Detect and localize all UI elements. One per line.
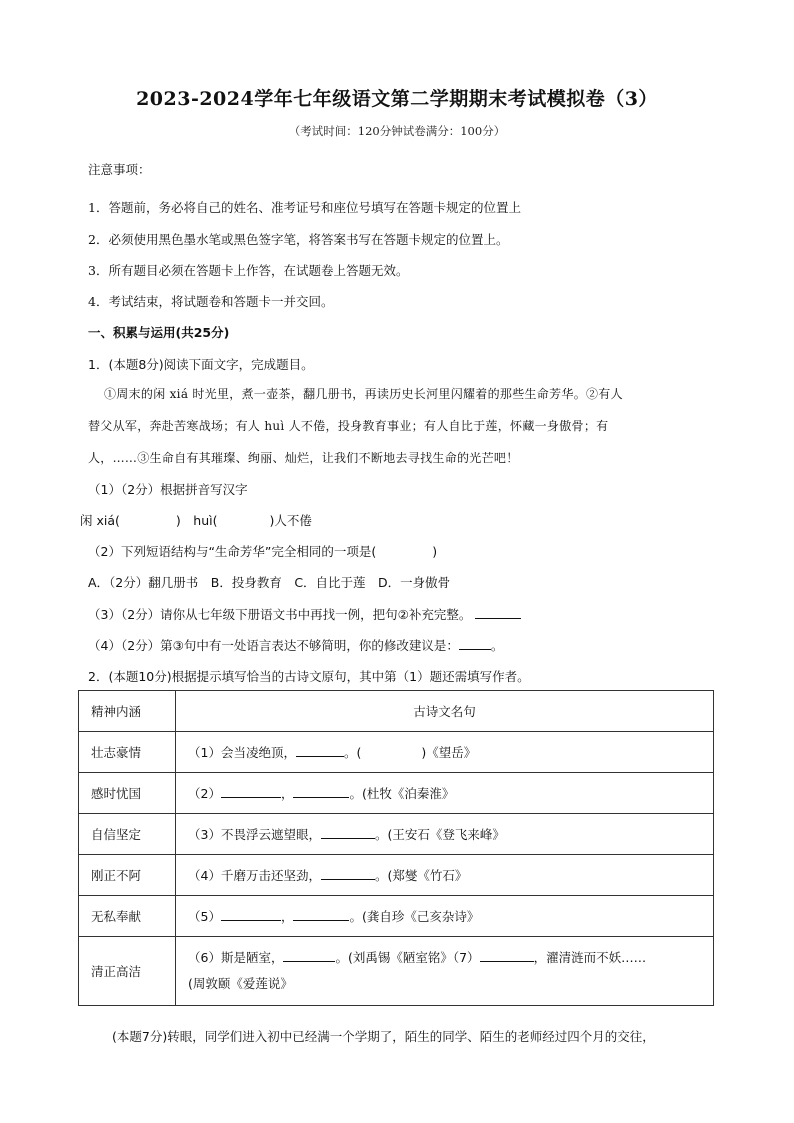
notice-item: 3．所有题目必须在答题卡上作答，在试题卷上答题无效。 (88, 263, 409, 278)
sub-question-1: （1）（2分）根据拼音写汉字 (88, 482, 248, 497)
period: 。 (490, 638, 504, 653)
notice-item: 2．必须使用黑色墨水笔或黑色签字笔，将答案书写在答题卡规定的位置上。 (88, 232, 509, 247)
sub-question-4 (88, 636, 503, 654)
theme-cell: 壮志豪情 (79, 732, 176, 773)
verse-cell (176, 773, 714, 814)
theme-cell: 刚正不阿 (79, 855, 176, 896)
verse-line: (周敦颐《爱莲说》 (188, 976, 293, 991)
verse-text: 。(郑燮《竹石》 (374, 868, 468, 883)
passage-line: ①周末的闲 xiá 时光里，煮一壶茶，翻几册书，再读历史长河里闪耀着的那些生命芳华。②有人 (104, 387, 623, 401)
answer-blank[interactable] (480, 949, 534, 962)
verse-text: （3）不畏浮云遮望眼， (188, 827, 321, 842)
verse-text: （1）会当凌绝顶， (188, 745, 296, 760)
table-row (79, 773, 714, 814)
idiom-tail: )人不倦 (269, 513, 312, 528)
answer-blank[interactable] (475, 606, 521, 619)
question-2-stem: 2．(本题10分)根据提示填写恰当的古诗文原句，其中第（1）题还需填写作者。 (88, 669, 530, 684)
question-1-stem: 1．(本题8分)阅读下面文字，完成题目。 (88, 357, 314, 372)
answer-blank[interactable] (459, 637, 491, 650)
verse-line (188, 945, 701, 971)
poem-table (78, 690, 714, 1006)
verse-text: )《望岳》 (421, 745, 477, 760)
answer-blank[interactable] (321, 826, 375, 839)
bracket-close: ) (432, 544, 438, 559)
sub-question-3-text: （3）（2分）请你从七年级下册语文书中再找一例，把句②补充完整。 (88, 607, 472, 622)
question-3-stem: (本题7分)转眼，同学们进入初中已经满一个学期了，陌生的同学、陌生的老师经过四个月的交往， (112, 1029, 655, 1044)
pinyin-hui-label: ) huì( (175, 513, 218, 528)
passage-line: 替父从军，奔赴苦寒战场；有人 huì 人不倦，投身教育事业；有人自比于莲，怀藏一身傲骨；有 (88, 419, 609, 433)
answer-blank[interactable] (293, 785, 349, 798)
verse-text: 。(王安石《登飞来峰》 (374, 827, 505, 842)
theme-cell: 无私奉献 (79, 896, 176, 937)
verse-text: 。(刘禹锡《陋室铭》（7） (335, 950, 480, 965)
sub-question-2 (88, 542, 437, 560)
verse-text: ， (280, 786, 294, 801)
sub-question-4-text: （4）（2分）第③句中有一处语言表达不够简明，你的修改建议是： (88, 638, 459, 653)
table-row (79, 896, 714, 937)
verse-text: 。(杜牧《泊秦淮》 (349, 786, 455, 801)
table-header: 精神内涵 (79, 691, 176, 732)
verse-cell (176, 814, 714, 855)
sub-question-1-answer-row (80, 511, 312, 529)
page-title: 2023-2024学年七年级语文第二学期期末考试模拟卷（3） (136, 88, 658, 110)
answer-blank[interactable] (221, 908, 281, 921)
verse-cell (176, 732, 714, 773)
table-row (79, 937, 714, 1006)
exam-info: （考试时间：120分钟试卷满分：100分） (288, 124, 506, 138)
verse-text: （5） (188, 909, 221, 924)
pinyin-xia-label: 闲 xiá( (80, 513, 120, 528)
table-row (79, 855, 714, 896)
table-header: 古诗文名句 (176, 691, 714, 732)
section-heading: 一、积累与运用(共25分) (88, 325, 230, 340)
table-row (79, 732, 714, 773)
verse-cell (176, 896, 714, 937)
verse-text: （2） (188, 786, 221, 801)
theme-cell: 感时忧国 (79, 773, 176, 814)
sub-question-3 (88, 605, 521, 623)
verse-text: ， (280, 909, 294, 924)
theme-cell: 清正高洁 (79, 937, 176, 1006)
answer-blank[interactable] (221, 785, 281, 798)
verse-text: （4）千磨万击还坚劲， (188, 868, 321, 883)
answer-blank[interactable] (296, 744, 344, 757)
notice-heading: 注意事项： (88, 162, 151, 177)
answer-blank[interactable] (293, 908, 349, 921)
verse-text: ，濯清涟而不妖…… (533, 950, 647, 965)
theme-cell: 自信坚定 (79, 814, 176, 855)
sub-question-2-options: A．（2分）翻几册书 B．投身教育 C．自比于莲 D．一身傲骨 (88, 575, 451, 590)
verse-text: 。(龚自珍《己亥杂诗》 (349, 909, 480, 924)
table-row (79, 814, 714, 855)
notice-item: 1．答题前，务必将自己的姓名、准考证号和座位号填写在答题卡规定的位置上 (88, 200, 521, 215)
answer-blank[interactable] (283, 949, 335, 962)
verse-cell (176, 937, 714, 1006)
verse-cell (176, 855, 714, 896)
answer-blank[interactable] (321, 867, 375, 880)
verse-text: 。( (343, 745, 362, 760)
table-header-row (79, 691, 714, 732)
verse-text: （6）斯是陋室， (188, 950, 284, 965)
passage-line: 人，……③生命自有其璀璨、绚丽、灿烂，让我们不断地去寻找生命的光芒吧！ (88, 451, 519, 465)
sub-question-2-text: （2）下列短语结构与“生命芳华”完全相同的一项是( (88, 544, 377, 559)
notice-item: 4．考试结束，将试题卷和答题卡一并交回。 (88, 294, 334, 309)
